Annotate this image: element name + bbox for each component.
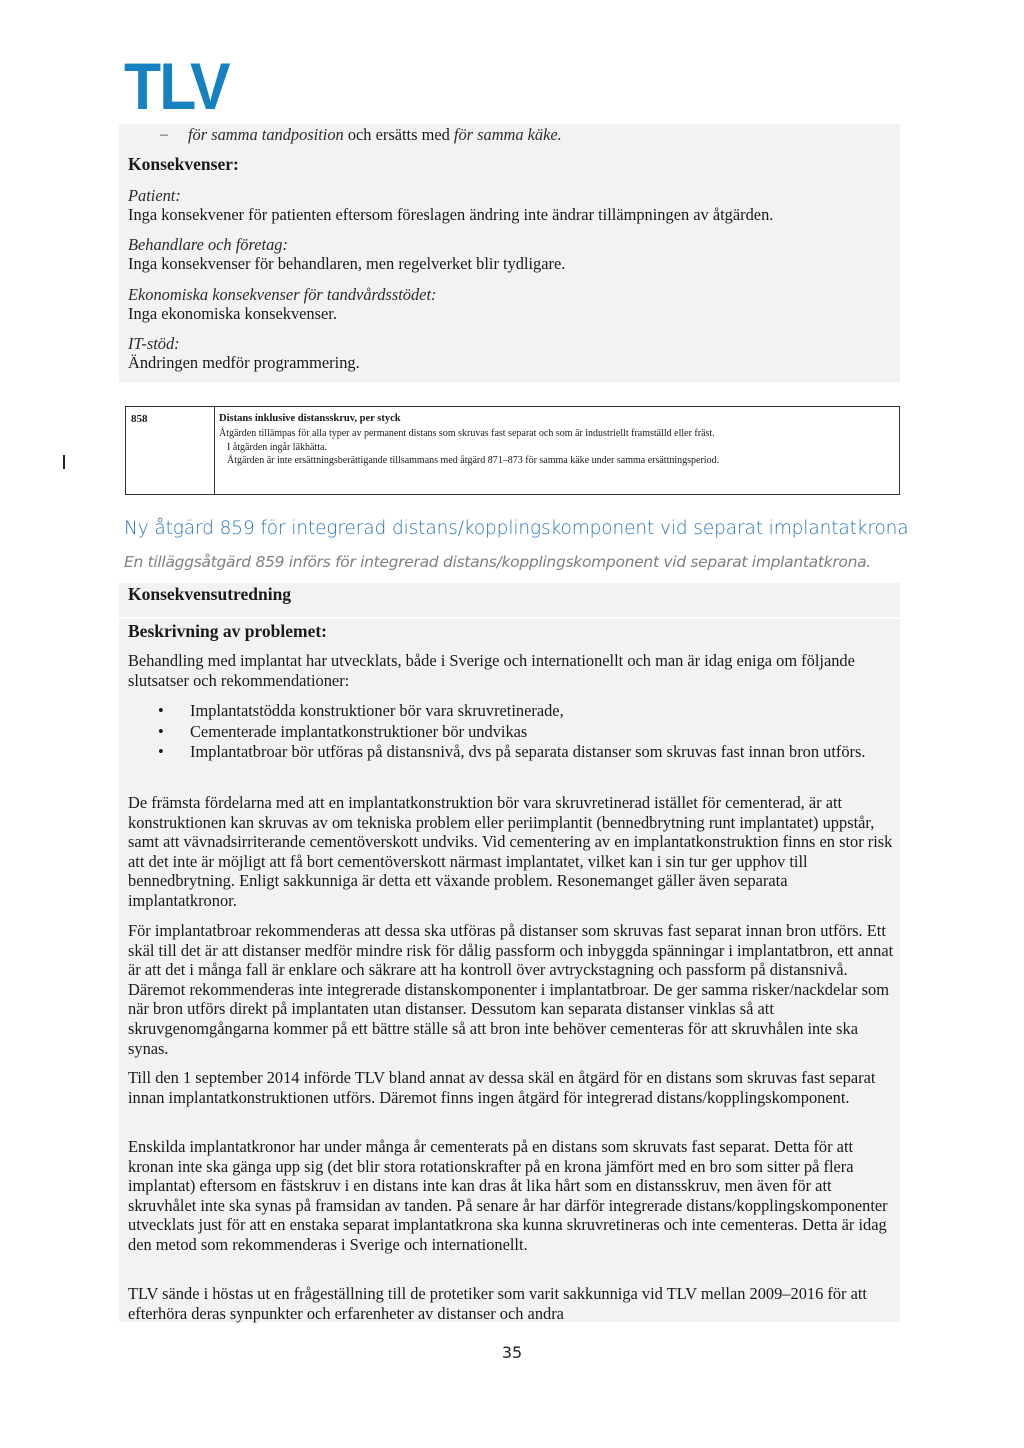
patient-text: Inga konsekvener för patienten eftersom föreslagen ändring inte ändrar tillämpningen av åtgärden.: [128, 205, 774, 224]
economic-label: Ekonomiska konsekvenser för tandvårdsstödet:: [128, 285, 437, 304]
problem-heading: Beskrivning av problemet:: [128, 621, 327, 641]
economic-text: Inga ekonomiska konsekvenser.: [128, 304, 337, 323]
section-title: Ny åtgärd 859 för integrerad distans/kopplingskomponent vid separat implantatkrona: [124, 518, 909, 539]
list-dash: –: [160, 126, 168, 143]
continuation-plain: och ersätts med: [343, 125, 454, 144]
intro-paragraph: Behandling med implantat har utvecklats, både i Sverige och internationellt och man är idag eniga om följande slutsatser och rekommendationer:: [128, 651, 855, 690]
code-table: [125, 406, 900, 495]
patient-label: Patient:: [128, 186, 181, 205]
paragraph-1: De främsta fördelarna med att en implantatkonstruktion bör vara skruvretinerad istället för cementerad, är att konstruktionen kan skruvas av om tekniska problem eller periimplantit (bennedbrytning runt implantatet) uppstår, samt att vävnadsirriterande cementöverskott undviks. Vid cementering av en implantatkonstruktion finns en stor risk att det inte är möjligt att få bort cementöverskott närmast implantatet, vilket kan i sin tur ger upphov till bennedbrytning. Enligt sakkunniga är detta ett växande problem. Resonemanget gäller även separata implantatkronor.: [128, 793, 893, 910]
page-number: 35: [501, 1343, 523, 1362]
continuation-italic-b: för samma käke.: [453, 125, 562, 144]
table-line-1: Åtgärden tillämpas för alla typer av permanent distans som skruvas fast separat och som är industriellt framställd eller fräst.: [219, 428, 715, 439]
paragraph-2: För implantatbroar rekommenderas att dessa ska utföras på distanser som skruvas fast separat innan bron utförs. Ett skäl till det är att distanser medför mindre risk för dålig passform och inbyggda spänningar i implantatbron, ett annat är att det i många fall är enklare och säkrare att ha kontroll över avtryckstagning och passform på distansnivå. Däremot rekommenderas inte integrerade distanskomponenter i implantatbroar. De ger samma risker/nackdelar som när bron utförs direkt på implantaten utan distanser. Dessutom kan separata distanser vinklas så att skruvgenomgångarna kommer på ett bättre ställe så att bron inte behöver cementeras för att skruvhålen inte ska synas.: [128, 921, 894, 1058]
it-support-text: Ändringen medför programmering.: [128, 353, 360, 372]
list-item: • Cementerade implantatkonstruktioner bör undvikas: [158, 721, 528, 741]
list-item-text: Implantatbroar bör utföras på distansnivå, dvs på separata distanser som skruvas fast innan bron utförs.: [190, 742, 866, 761]
paragraph-5: TLV sände i höstas ut en frågeställning till de protetiker som varit sakkunniga vid TLV mellan 2009–2016 för att efterhöra deras synpunkter och erfarenheter av distanser och andra: [128, 1284, 867, 1323]
paragraph-4: Enskilda implantatkronor har under många år cementerats på en distans som skruvats fast separat. Detta för att kronan inte ska gänga upp sig (det blir stora rotationskrafter på en krona jämfört med en bro som sitter på flera implantat) eftersom en fästskruv i en distans inte kan dras åt lika hårt som en distansskruv, men även för att skruvhålet inte ska synas på framsidan av tanden. På senare år har därför integrerade distans/kopplingskomponenter utvecklats just för att en enstaka separat implantatkrona ska kunna skruvretineras och inte cementeras. Detta är idag den metod som rekommenderas i Sverige och internationellt.: [128, 1137, 888, 1254]
practitioner-text: Inga konsekvenser för behandlaren, men regelverket blir tydligare.: [128, 254, 566, 273]
table-code: 858: [131, 413, 148, 425]
it-support-label: IT-stöd:: [128, 334, 180, 353]
impact-assessment-heading: Konsekvensutredning: [128, 584, 292, 604]
table-title: Distans inklusive distansskruv, per styck: [219, 413, 401, 424]
table-divider: [214, 407, 215, 494]
continuation-line: [188, 125, 562, 145]
list-item-text: Cementerade implantatkonstruktioner bör undvikas: [190, 721, 528, 741]
list-item: • Implantatbroar bör utföras på distansnivå, dvs på separata distanser som skruvas fast innan bron utförs.: [158, 742, 866, 761]
text-cursor: [63, 455, 65, 469]
list-item-text: Implantatstödda konstruktioner bör vara skruvretinerade,: [190, 701, 564, 720]
paragraph-3: Till den 1 september 2014 införde TLV bland annat av dessa skäl en åtgärd för en distans som skruvas fast separat innan implantatkonstruktionen utförs. Däremot finns ingen åtgärd för integrerad distans/kopplingskomponent.: [128, 1068, 876, 1107]
table-line-3: Åtgärden är inte ersättningsberättigande tillsammans med åtgärd 871–873 för samma käke under samma ersättningsperiod.: [227, 455, 720, 466]
table-line-2: I åtgärden ingår läkhätta.: [227, 442, 327, 453]
consequences-heading: Konsekvenser:: [128, 154, 239, 174]
list-item: • Implantatstödda konstruktioner bör vara skruvretinerade,: [158, 701, 564, 720]
section-subtitle: En tilläggsåtgärd 859 införs för integrerad distans/kopplingskomponent vid separat implantatkrona.: [124, 553, 871, 571]
tlv-logo: TLV: [124, 49, 229, 123]
practitioner-label: Behandlare och företag:: [128, 235, 288, 254]
recommendation-list: [128, 701, 888, 762]
continuation-italic-a: för samma tandposition: [188, 125, 344, 144]
